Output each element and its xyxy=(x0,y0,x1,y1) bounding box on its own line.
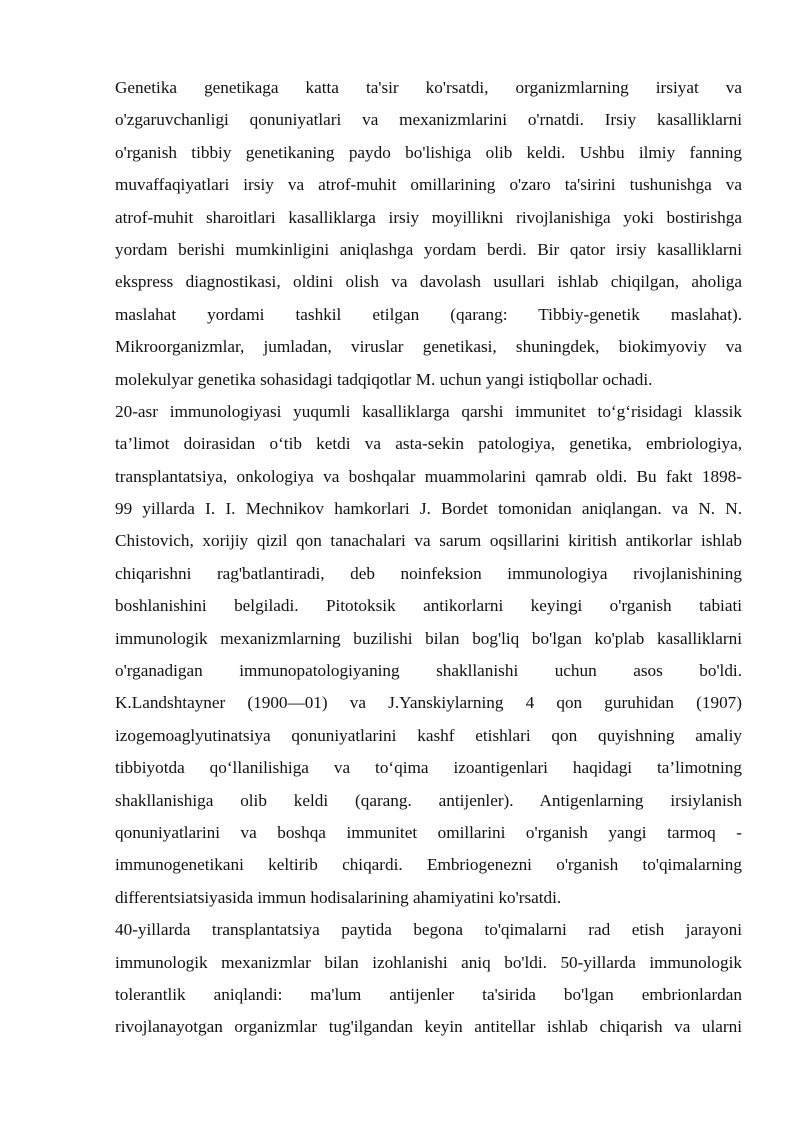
text-line: atrof-muhit sharoitlari kasalliklarga irsiy moyillikni rivojlanishiga yoki bostirishga xyxy=(115,207,742,227)
text-line: maslahat yordami tashkil etilgan (qarang: Tibbiy-genetik maslahat). xyxy=(115,304,742,324)
text-line: immunologik mexanizmlarning buzilishi bilan bog'liq bo'lgan ko'plab kasalliklarni xyxy=(115,628,742,648)
text-line: K.Landshtayner (1900—01) va J.Yanskiylarning 4 qon guruhidan (1907) xyxy=(115,693,742,713)
text-line: transplantatsiya, onkologiya va boshqalar muammolarini qamrab oldi. Bu fakt 1898- xyxy=(115,466,742,486)
paragraph-immunology xyxy=(115,396,742,914)
document-body xyxy=(115,72,742,1044)
text-line: qonuniyatlarini va boshqa immunitet omillarini o'rganish yangi tarmoq - xyxy=(115,822,742,842)
paragraph-transplantation xyxy=(115,914,742,1044)
text-line: o'rganadigan immunopatologiyaning shakllanishi uchun asos bo'ldi. xyxy=(115,661,742,681)
text-line: tolerantlik aniqlandi: ma'lum antijenler ta'sirida bo'lgan embrionlardan xyxy=(115,984,742,1004)
text-line: ta’limot doirasidan o‘tib ketdi va asta-sekin patologiya, genetika, embriologiya, xyxy=(115,434,742,454)
text-line: immunologik mexanizmlar bilan izohlanishi aniq bo'ldi. 50-yillarda immunologik xyxy=(115,952,742,972)
text-line: tibbiyotda qo‘llanilishiga va to‘qima izoantigenlari haqidagi ta’limotning xyxy=(115,758,742,778)
text-line: molekulyar genetika sohasidagi tadqiqotlar M. uchun yangi istiqbollar ochadi. xyxy=(115,369,653,389)
text-line: shakllanishiga olib keldi (qarang. antijenler). Antigenlarning irsiylanish xyxy=(115,790,742,810)
text-line: Chistovich, xorijiy qizil qon tanachalari va sarum oqsillarini kiritish antikorlar ishlab xyxy=(115,531,742,551)
text-line: chiqarishni rag'batlantiradi, deb noinfeksion immunologiya rivojlanishining xyxy=(115,563,742,583)
text-line: immunogenetikani keltirib chiqardi. Embriogenezni o'rganish to'qimalarning xyxy=(115,855,742,875)
text-line: ekspress diagnostikasi, oldini olish va davolash usullari ishlab chiqilgan, aholiga xyxy=(115,272,742,292)
text-line: 99 yillarda I. I. Mechnikov hamkorlari J. Bordet tomonidan aniqlangan. va N. N. xyxy=(115,499,742,519)
text-line: Genetika genetikaga katta ta'sir ko'rsatdi, organizmlarning irsiyat va xyxy=(115,78,742,97)
text-line: Mikroorganizmlar, jumladan, viruslar genetikasi, shuningdek, biokimyoviy va xyxy=(115,337,742,357)
paragraph-genetics xyxy=(115,72,742,396)
text-line: 20-asr immunologiyasi yuqumli kasalliklarga qarshi immunitet to‘g‘risidagi klassik xyxy=(115,401,742,421)
text-line: o'rganish tibbiy genetikaning paydo bo'lishiga olib keldi. Ushbu ilmiy fanning xyxy=(115,142,742,162)
text-line: boshlanishini belgiladi. Pitotoksik antikorlarni keyingi o'rganish tabiati xyxy=(115,596,742,616)
text-line: differentsiatsiyasida immun hodisalarining ahamiyatini ko'rsatdi. xyxy=(115,887,562,907)
text-line: 40-yillarda transplantatsiya paytida begona to'qimalarni rad etish jarayoni xyxy=(115,920,742,940)
text-line: muvaffaqiyatlari irsiy va atrof-muhit omillarining o'zaro ta'sirini tushunishga va xyxy=(115,175,742,195)
text-line: rivojlanayotgan organizmlar tug'ilgandan keyin antitellar ishlab chiqarish va ularni xyxy=(115,1017,742,1037)
text-line: izogemoaglyutinatsiya qonuniyatlarini kashf etishlari qon quyishning amaliy xyxy=(115,725,742,745)
text-line: yordam berishi mumkinligini aniqlashga yordam berdi. Bir qator irsiy kasalliklarni xyxy=(115,239,742,259)
text-line: o'zgaruvchanligi qonuniyatlari va mexanizmlarini o'rnatdi. Irsiy kasalliklarni xyxy=(115,110,742,130)
